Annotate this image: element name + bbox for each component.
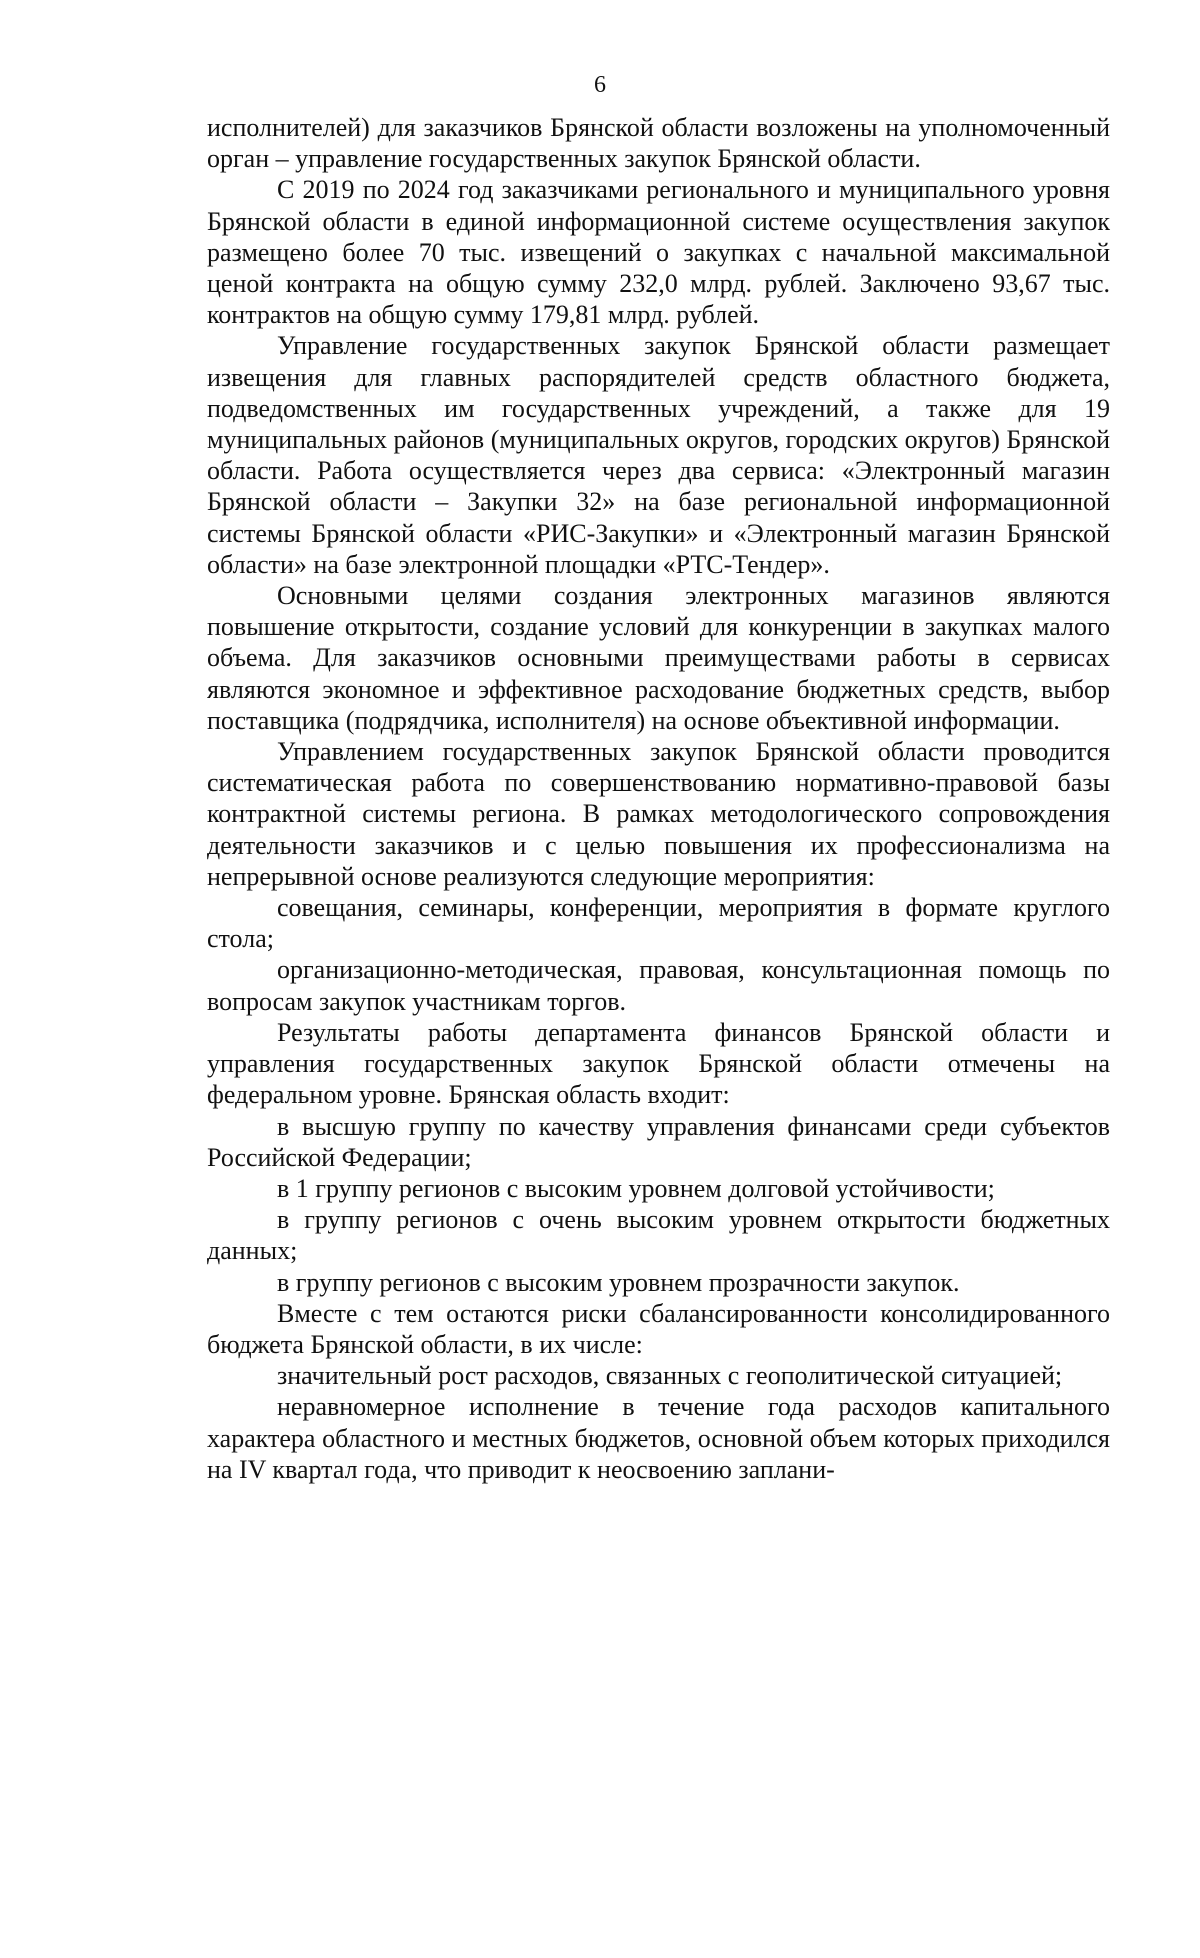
paragraph-budget-risks: Вместе с тем остаются риски сбалансированности консолидированного бюджета Брянской области, в их числе: xyxy=(207,1298,1110,1359)
page-number: 6 xyxy=(594,72,606,98)
list-item-assistance: организационно-методическая, правовая, консультационная помощь по вопросам закупок участникам торгов. xyxy=(207,955,1110,1016)
list-item-meetings: совещания, семинары, конференции, мероприятия в формате круглого стола; xyxy=(207,893,1110,954)
list-item-uneven-execution: неравномерное исполнение в течение года расходов капитального характера областного и местных бюджетов, основной объем которых приходился на IV квартал года, что приводит к неосвоению заплани- xyxy=(207,1392,1110,1484)
list-item-geopolitical-expenses: значительный рост расходов, связанных с геополитической ситуацией; xyxy=(277,1361,1063,1391)
paragraph-methodological-work: Управлением государственных закупок Брянской области проводится систематическая работа по совершенствованию нормативно-правовой базы контрактной системы региона. В рамках методологического сопровождения деятельности заказчиков и с целью повышения их профессионализма на непрерывной основе реализуются следующие мероприятия: xyxy=(207,737,1110,891)
list-item-finance-management: в высшую группу по качеству управления финансами среди субъектов Российской Федерации; xyxy=(207,1111,1110,1172)
paragraph-e-shop-goals: Основными целями создания электронных магазинов являются повышение открытости, создание условий для конкуренции в закупках малого объема. Для заказчиков основными преимуществами работы в сервисах являются экономное и эффективное расходование бюджетных средств, выбор поставщика (подрядчика, исполнителя) на основе объективной информации. xyxy=(207,581,1110,735)
list-item-procurement-transparency: в группу регионов с высоким уровнем прозрачности закупок. xyxy=(277,1267,960,1297)
list-item-debt-sustainability: в 1 группу регионов с высоким уровнем долговой устойчивости; xyxy=(277,1173,995,1203)
paragraph-procurement-services: Управление государственных закупок Брянской области размещает извещения для главных распорядителей средств областного бюджета, подведомственных им государственных учреждений, а также для 19 муниципальных районов (муниципальных округов, городских округов) Брянской области. Работа осуществляется через два сервиса: «Электронный магазин Брянской области – Закупки 32» на базе региональной информационной системы Брянской области «РИС-Закупки» и «Электронный магазин Брянской области» на базе электронной площадки «РТС-Тендер». xyxy=(207,331,1110,579)
paragraph-procurement-statistics: С 2019 по 2024 год заказчиками регионального и муниципального уровня Брянской области в единой информационной системе осуществления закупок размещено более 70 тыс. извещений о закупках с начальной максимальной ценой контракта на общую сумму 232,0 млрд. рублей. Заключено 93,67 тыс. контрактов на общую сумму 179,81 млрд. рублей. xyxy=(207,175,1110,330)
list-item-budget-openness: в группу регионов с очень высоким уровнем открытости бюджетных данных; xyxy=(207,1205,1110,1266)
paragraph-continuation: исполнителей) для заказчиков Брянской области возложены на уполномоченный орган – управление государственных закупок Брянской области. xyxy=(207,113,1110,174)
document-body xyxy=(207,112,1110,1485)
paragraph-federal-recognition: Результаты работы департамента финансов Брянской области и управления государственных закупок Брянской области отмечены на федеральном уровне. Брянская область входит: xyxy=(207,1017,1110,1110)
